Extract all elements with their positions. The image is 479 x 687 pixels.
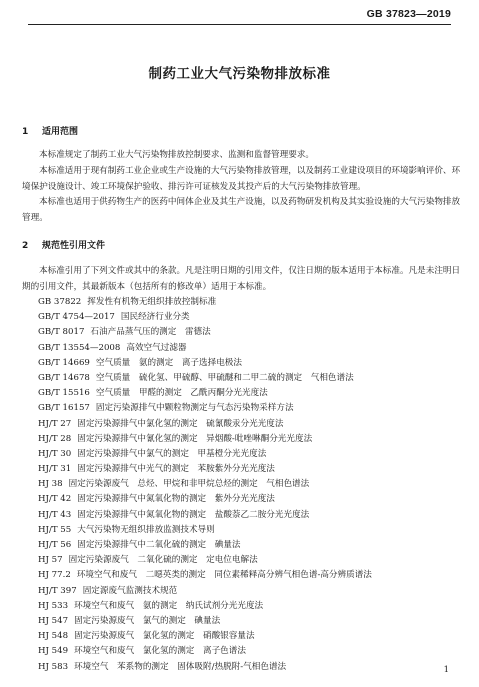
reference-item xyxy=(38,417,468,432)
reference-code: HJ/T 30 xyxy=(38,448,72,459)
reference-code: HJ/T 28 xyxy=(38,433,72,444)
reference-item xyxy=(38,599,468,614)
reference-item xyxy=(38,553,468,568)
reference-code: HJ/T 42 xyxy=(38,494,72,505)
reference-code: GB/T 8017 xyxy=(38,327,85,338)
reference-title: 环境空气和废气 二噁英类的测定 同位素稀释高分辨气相色谱-高分辨质谱法 xyxy=(76,570,372,581)
reference-code: GB/T 13554—2008 xyxy=(38,342,121,353)
reference-title: 固定污染源排气中颗粒物测定与气态污染物采样方法 xyxy=(95,403,294,414)
reference-title: 空气质量 甲醛的测定 乙酰丙酮分光光度法 xyxy=(95,388,268,399)
paragraph-scope-2: 本标准适用于现有制药工业企业或生产设施的大气污染物排放管理，以及制药工业建设项目的环境影响评价、环境保护设施设计、竣工环境保护验收、排污许可证核发及其投产后的大气污染物排放管理。 xyxy=(22,166,461,192)
reference-title: 挥发性有机物无组织排放控制标准 xyxy=(87,297,217,307)
section-number: 2 xyxy=(22,241,29,251)
reference-title: 环境空气和废气 氯化氢的测定 离子色谱法 xyxy=(74,646,246,657)
reference-code: GB/T 14669 xyxy=(38,357,90,368)
reference-item xyxy=(38,371,468,386)
header-rule xyxy=(28,24,451,25)
reference-item xyxy=(38,538,468,553)
reference-code: HJ/T 31 xyxy=(38,464,72,475)
reference-item xyxy=(38,401,468,416)
reference-code: HJ 57 xyxy=(38,555,63,566)
reference-item xyxy=(38,432,468,447)
reference-item xyxy=(38,660,468,675)
reference-title: 固定源废气监测技术规范 xyxy=(82,585,178,596)
document-title: 制药工业大气污染物排放标准 xyxy=(148,66,331,82)
reference-item xyxy=(38,462,468,477)
section-title: 适用范围 xyxy=(42,127,79,137)
reference-item xyxy=(38,568,468,583)
reference-title: 固定污染源排气中二氧化硫的测定 碘量法 xyxy=(77,540,241,550)
section-number: 1 xyxy=(22,127,29,137)
reference-item xyxy=(38,310,468,325)
reference-title: 固定污染源排气中氮氧化物的测定 盐酸萘乙二胺分光光度法 xyxy=(77,509,310,520)
reference-code: HJ 77.2 xyxy=(38,570,71,581)
reference-item xyxy=(38,508,468,523)
standard-number: GB 37823—2019 xyxy=(366,8,451,20)
reference-title: 固定污染源废气 氯气的测定 碘量法 xyxy=(74,615,221,626)
reference-title: 高效空气过滤器 xyxy=(126,342,187,353)
reference-item xyxy=(38,523,468,538)
reference-title: 环境空气和废气 氨的测定 纳氏试剂分光光度法 xyxy=(74,600,264,611)
reference-code: GB/T 4754—2017 xyxy=(38,312,115,323)
reference-title: 大气污染物无组织排放监测技术导则 xyxy=(77,524,215,535)
reference-title: 固定污染源排气中氮氧化物的测定 紫外分光光度法 xyxy=(77,494,275,505)
reference-code: GB/T 16157 xyxy=(38,403,90,414)
reference-code: HJ/T 43 xyxy=(38,509,72,520)
reference-title: 石油产品蒸气压的测定 雷德法 xyxy=(90,327,211,338)
reference-code: GB/T 15516 xyxy=(38,388,90,399)
reference-code: HJ/T 27 xyxy=(38,418,72,429)
reference-code: HJ 533 xyxy=(38,600,69,611)
reference-code: HJ 38 xyxy=(38,479,63,490)
reference-code: HJ 548 xyxy=(38,631,69,642)
paragraph-scope-1: 本标准规定了制药工业大气污染物排放控制要求、监测和监督管理要求。 xyxy=(39,150,315,160)
reference-item xyxy=(38,614,468,629)
reference-code: HJ/T 55 xyxy=(38,524,72,535)
reference-item xyxy=(38,356,468,371)
reference-title: 固定污染源废气 总烃、甲烷和非甲烷总烃的测定 气相色谱法 xyxy=(68,479,310,490)
reference-item xyxy=(38,341,468,356)
reference-title: 空气质量 硫化氢、甲硫醇、甲硫醚和二甲二硫的测定 气相色谱法 xyxy=(95,372,354,383)
section-heading-2 xyxy=(22,238,105,251)
reference-title: 固定污染源排气中氯气的测定 甲基橙分光光度法 xyxy=(77,448,267,459)
reference-title: 固定污染源排气中氯化氢的测定 硫氰酸汞分光光度法 xyxy=(77,418,284,429)
reference-title: 国民经济行业分类 xyxy=(120,312,190,323)
reference-title: 空气质量 氨的测定 离子选择电极法 xyxy=(95,357,242,368)
reference-title: 固定污染源排气中氰化氢的测定 异烟酸-吡唑啉酮分光光度法 xyxy=(77,433,313,444)
section-title: 规范性引用文件 xyxy=(42,241,106,251)
reference-item xyxy=(38,477,468,492)
reference-title: 固定污染源废气 氯化氢的测定 硝酸银容量法 xyxy=(74,631,255,642)
reference-item xyxy=(38,295,468,310)
paragraph-references-intro: 本标准引用了下列文件或其中的条款。凡是注明日期的引用文件，仅注日期的版本适用于本标准。凡是未注明日期的引用文件，其最新版本（包括所有的修改单）适用于本标准。 xyxy=(22,266,461,292)
reference-title: 固定污染源废气 二氧化硫的测定 定电位电解法 xyxy=(68,555,258,566)
reference-item xyxy=(38,447,468,462)
reference-item xyxy=(38,492,468,507)
reference-code: HJ/T 397 xyxy=(38,585,77,596)
reference-item xyxy=(38,325,468,340)
reference-code: GB 37822 xyxy=(38,297,82,307)
reference-item xyxy=(38,644,468,659)
reference-item xyxy=(38,629,468,644)
reference-code: HJ 583 xyxy=(38,661,69,672)
reference-code: GB/T 14678 xyxy=(38,372,90,383)
reference-list xyxy=(38,295,468,675)
reference-title: 固定污染源排气中光气的测定 苯胺紫外分光光度法 xyxy=(77,464,275,475)
reference-code: HJ 549 xyxy=(38,646,69,657)
reference-item xyxy=(38,584,468,599)
reference-item xyxy=(38,386,468,401)
reference-title: 环境空气 苯系物的测定 固体吸附/热脱附-气相色谱法 xyxy=(74,661,287,672)
reference-code: HJ/T 56 xyxy=(38,540,72,550)
section-heading-1 xyxy=(22,124,78,137)
paragraph-scope-3: 本标准也适用于供药物生产的医药中间体企业及其生产设施，以及药物研发机构及其实验设施的大气污染物排放管理。 xyxy=(22,197,461,223)
reference-code: HJ 547 xyxy=(38,615,69,626)
page-number: 1 xyxy=(443,665,449,675)
